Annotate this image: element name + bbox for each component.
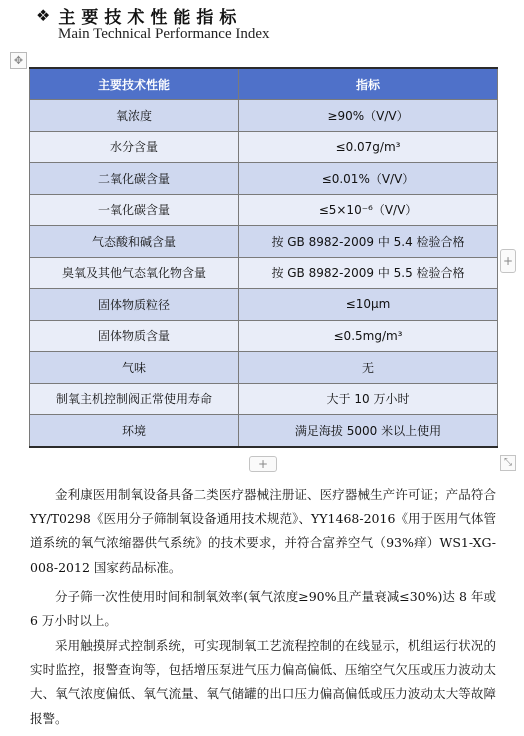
table-row xyxy=(30,226,498,258)
paragraph-control-system: 采用触摸屏式控制系统，可实现制氧工艺流程控制的在线显示，机组运行状况的实时监控，报警查询等，包括增压泵进气压力偏高偏低、压缩空气欠压或压力波动太大、氧气浓度偏低、氧气流量、氧气储罐的出口压力偏高偏低或压力波动太大等故障报警。 xyxy=(30,638,496,726)
row-value: 按 GB 8982-2009 中 5.4 检验合格 xyxy=(239,226,498,258)
table-row xyxy=(30,100,498,132)
row-value: 满足海拔 5000 米以上使用 xyxy=(239,415,498,447)
table-move-handle-icon[interactable]: ✥ xyxy=(10,52,27,69)
row-item: 臭氧及其他气态氧化物含量 xyxy=(30,257,239,289)
row-item: 二氧化碳含量 xyxy=(30,163,239,195)
table-row xyxy=(30,383,498,415)
table-row xyxy=(30,320,498,352)
section-subtitle: Main Technical Performance Index xyxy=(58,26,270,42)
row-item: 固体物质粒径 xyxy=(30,289,239,321)
table-resize-handle-icon[interactable]: ⤡ xyxy=(500,455,516,471)
row-value: ≥90%（V/V） xyxy=(239,100,498,132)
header-performance: 主要技术性能 xyxy=(30,68,239,100)
table-header-row xyxy=(30,68,498,100)
spec-table xyxy=(29,67,498,448)
row-value: 按 GB 8982-2009 中 5.5 检验合格 xyxy=(239,257,498,289)
row-item: 一氧化碳含量 xyxy=(30,194,239,226)
row-value: ≤0.07g/m³ xyxy=(239,131,498,163)
row-value: ≤0.01%（V/V） xyxy=(239,163,498,195)
paragraph-sieve-life: 分子筛一次性使用时间和制氧效率(氧气浓度≥90%且产量衰减≤30%)达 8 年或 6 万小时以上。 xyxy=(30,589,496,629)
row-value: ≤10μm xyxy=(239,289,498,321)
row-value: 无 xyxy=(239,352,498,384)
paragraph-certification: 金利康医用制氧设备具备二类医疗器械注册证、医疗器械生产许可证；产品符合 YY/T0298《医用分子筛制氧设备通用技术规范》、YY1468-2016《用于医用气体管道系统的氧气浓缩器供气系统》的技术要求，并符合富养空气（93%痒）WS1-XG-008-2012 国家药品标准。 xyxy=(30,487,496,575)
table-row xyxy=(30,289,498,321)
row-item: 气态酸和碱含量 xyxy=(30,226,239,258)
table-row xyxy=(30,131,498,163)
diamond-bullet-icon: ❖ xyxy=(36,6,51,25)
table-row xyxy=(30,257,498,289)
row-item: 氧浓度 xyxy=(30,100,239,132)
row-item: 制氧主机控制阀正常使用寿命 xyxy=(30,383,239,415)
row-value: ≤5×10⁻⁶（V/V） xyxy=(239,194,498,226)
row-item: 环境 xyxy=(30,415,239,447)
table-row xyxy=(30,415,498,447)
row-value: 大于 10 万小时 xyxy=(239,383,498,415)
header-indicator: 指标 xyxy=(239,68,498,100)
row-item: 固体物质含量 xyxy=(30,320,239,352)
table-row xyxy=(30,194,498,226)
row-item: 气味 xyxy=(30,352,239,384)
add-column-button[interactable]: + xyxy=(500,249,516,273)
table-row xyxy=(30,352,498,384)
add-row-button[interactable]: + xyxy=(249,456,277,472)
table-row xyxy=(30,163,498,195)
section-heading xyxy=(36,3,242,28)
row-value: ≤0.5mg/m³ xyxy=(239,320,498,352)
row-item: 水分含量 xyxy=(30,131,239,163)
section-title: 主要技术性能指标 xyxy=(58,8,243,28)
